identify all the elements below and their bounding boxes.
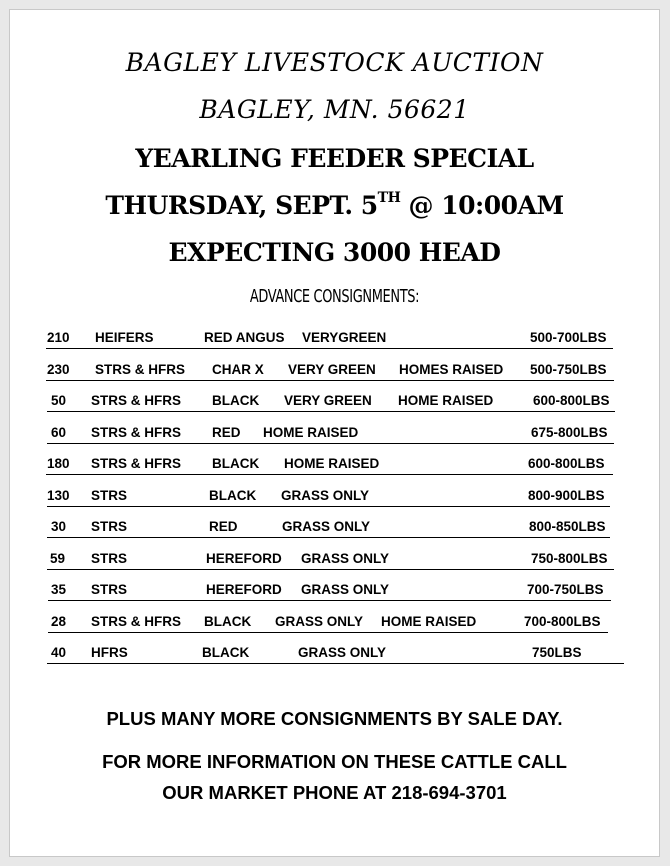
cattle-type: STRS & HFRS xyxy=(91,456,182,471)
head-count: 35 xyxy=(51,582,67,597)
cattle-type: STRS & HFRS xyxy=(91,614,182,629)
cattle-type: STRS xyxy=(91,519,128,534)
cattle-type: STRS & HFRS xyxy=(95,362,186,377)
breed: HEREFORD xyxy=(206,582,282,597)
note-1: VERY GREEN xyxy=(284,393,372,408)
consignment-row xyxy=(48,580,611,601)
footer-phone: OUR MARKET PHONE AT 218-694-3701 xyxy=(162,782,507,803)
cattle-type: STRS xyxy=(91,551,128,566)
breed: BLACK xyxy=(212,393,260,408)
head-count: 50 xyxy=(51,393,67,408)
breed: CHAR X xyxy=(212,362,264,377)
note-1: HOME RAISED xyxy=(284,456,380,471)
note-1: GRASS ONLY xyxy=(301,582,390,597)
cattle-type: STRS & HFRS xyxy=(91,425,182,440)
weight-range: 600-800LBS xyxy=(533,393,610,408)
head-count: 60 xyxy=(51,425,67,440)
head-count: 210 xyxy=(47,330,70,345)
breed: RED ANGUS xyxy=(204,330,285,345)
cattle-type: HFRS xyxy=(91,645,128,660)
consignment-row xyxy=(47,549,614,570)
weight-range: 800-900LBS xyxy=(528,488,605,503)
note-1: GRASS ONLY xyxy=(275,614,364,629)
auction-location: BAGLEY, MN. 56621 xyxy=(199,95,470,124)
breed: RED xyxy=(209,519,238,534)
breed: HEREFORD xyxy=(206,551,282,566)
weight-range: 700-750LBS xyxy=(527,582,604,597)
note-1: HOME RAISED xyxy=(263,425,359,440)
head-count: 30 xyxy=(51,519,67,534)
auction-name: BAGLEY LIVESTOCK AUCTION xyxy=(125,48,544,77)
document-page xyxy=(9,9,660,857)
consignment-row xyxy=(46,328,613,349)
sale-date-suffix: TH xyxy=(377,190,401,206)
weight-range: 750-800LBS xyxy=(531,551,608,566)
sale-title: YEARLING FEEDER SPECIAL xyxy=(135,144,534,173)
consignment-row xyxy=(47,643,624,664)
weight-range: 500-700LBS xyxy=(530,330,607,345)
consignment-row xyxy=(48,612,608,633)
cattle-type: STRS & HFRS xyxy=(91,393,182,408)
consignment-row xyxy=(46,360,614,381)
note-2: HOME RAISED xyxy=(398,393,494,408)
breed: BLACK xyxy=(209,488,257,503)
note-1: VERY GREEN xyxy=(288,362,376,377)
head-count: 230 xyxy=(47,362,70,377)
sale-time: @ 10:00AM xyxy=(400,191,564,220)
weight-range: 800-850LBS xyxy=(529,519,606,534)
note-2: HOMES RAISED xyxy=(399,362,504,377)
head-count: 59 xyxy=(50,551,66,566)
sale-date xyxy=(10,191,659,220)
breed: BLACK xyxy=(204,614,252,629)
consignment-row xyxy=(47,391,615,412)
head-count: 28 xyxy=(51,614,67,629)
consignment-row xyxy=(47,517,610,538)
expected-head: EXPECTING 3000 HEAD xyxy=(168,238,501,267)
sale-date-main: THURSDAY, SEPT. 5 xyxy=(105,191,378,220)
cattle-type: STRS xyxy=(91,582,128,597)
weight-range: 600-800LBS xyxy=(528,456,605,471)
note-1: GRASS ONLY xyxy=(282,519,371,534)
consignment-row xyxy=(47,423,614,444)
breed: BLACK xyxy=(202,645,250,660)
consignment-row xyxy=(46,454,613,475)
weight-range: 700-800LBS xyxy=(524,614,601,629)
head-count: 130 xyxy=(47,488,70,503)
weight-range: 500-750LBS xyxy=(530,362,607,377)
note-1: VERYGREEN xyxy=(302,330,387,345)
consignment-row xyxy=(47,486,610,507)
weight-range: 750LBS xyxy=(532,645,582,660)
cattle-type: STRS xyxy=(91,488,128,503)
breed: RED xyxy=(212,425,241,440)
note-1: GRASS ONLY xyxy=(301,551,390,566)
footer-info: FOR MORE INFORMATION ON THESE CATTLE CALL xyxy=(102,751,567,772)
footer-more-consignments: PLUS MANY MORE CONSIGNMENTS BY SALE DAY. xyxy=(106,708,563,729)
head-count: 180 xyxy=(47,456,70,471)
breed: BLACK xyxy=(212,456,260,471)
note-1: GRASS ONLY xyxy=(298,645,387,660)
consignments-heading: ADVANCE CONSIGNMENTS: xyxy=(249,286,420,307)
head-count: 40 xyxy=(51,645,67,660)
weight-range: 675-800LBS xyxy=(531,425,608,440)
note-2: HOME RAISED xyxy=(381,614,477,629)
cattle-type: HEIFERS xyxy=(95,330,154,345)
note-1: GRASS ONLY xyxy=(281,488,370,503)
